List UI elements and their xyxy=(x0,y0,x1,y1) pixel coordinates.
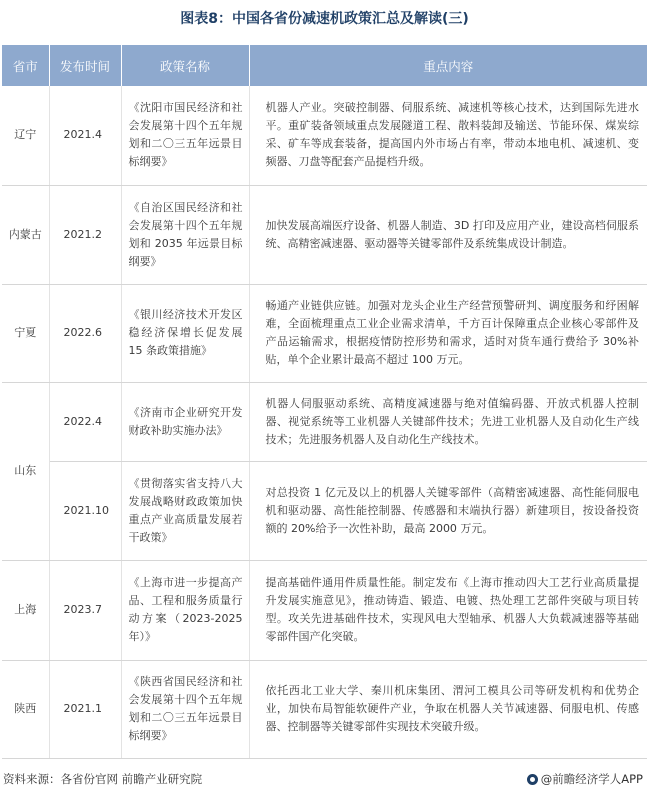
date-cell: 2022.4 xyxy=(49,382,121,461)
province-label: 辽宁 xyxy=(14,128,37,142)
table-row xyxy=(2,560,647,660)
header-province: 省市 xyxy=(2,45,49,86)
brand-label: @前瞻经济学人APP xyxy=(540,772,643,786)
policy-cell: 《银川经济技术开发区稳经济保增长促发展 15 条政策措施》 xyxy=(121,284,249,382)
policy-cell: 《自治区国民经济和社会发展第十四个五年规划和 2035 年远景目标纲要》 xyxy=(121,185,249,284)
policy-cell: 《沈阳市国民经济和社会发展第十四个五年规划和二〇三五年远景目标纲要》 xyxy=(121,86,249,185)
date-cell: 2021.2 xyxy=(49,185,121,284)
page-title: 图表8：中国各省份减速机政策汇总及解读(三) xyxy=(180,11,469,27)
content-cell: 对总投资 1 亿元及以上的机器人关键零部件（高精密减速器、高性能伺服电机和驱动器、高性能控制器、传感器和末端执行器）新建项目，按设备投资额的 20%给予一次性补助，最高 2000 万元。 xyxy=(249,461,647,560)
province-cell xyxy=(2,86,49,185)
province-cell xyxy=(2,185,49,284)
date-cell: 2022.6 xyxy=(49,284,121,382)
content-cell: 机器人产业。突破控制器、伺服系统、减速机等核心技术，达到国际先进水平。重矿装备领域重点发展隧道工程、散料装卸及输送、节能环保、煤炭综采、矿车等成套装备，提高国内外市场占有率，带动本地电机、减速机、变频器、刀盘等配套产品提档升级。 xyxy=(249,86,647,185)
province-label: 宁夏 xyxy=(14,326,37,339)
province-cell xyxy=(2,660,49,758)
header-policy: 政策名称 xyxy=(121,45,249,86)
province-label: 上海 xyxy=(14,603,37,616)
content-cell: 提高基础件通用件质量性能。制定发布《上海市推动四大工艺行业高质量提升发展实施意见》，推动铸造、锻造、电镀、热处理工艺部件突破与项目转型。攻关先进基础件技术，实现风电大型轴承、机器人大负载减速器等基础零部件国产化突破。 xyxy=(249,560,647,660)
brand-credit xyxy=(527,771,643,787)
table-row xyxy=(2,660,647,758)
content-cell: 加快发展高端医疗设备、机器人制造、3D 打印及应用产业，建设高档伺服系统、高精密减速器、驱动器等关键零部件及系统集成设计制造。 xyxy=(249,185,647,284)
policy-cell: 《上海市进一步提高产品、工程和服务质量行动方案（2023-2025 年）》 xyxy=(121,560,249,660)
qianzhan-logo-icon xyxy=(527,774,538,785)
province-cell xyxy=(2,284,49,382)
table-row xyxy=(2,461,647,560)
province-label: 内蒙古 xyxy=(8,227,42,241)
policy-cell: 《贯彻落实省支持八大发展战略财政政策加快重点产业高质量发展若干政策》 xyxy=(121,461,249,560)
source-note: 资料来源：各省份官网 前瞻产业研究院 xyxy=(3,772,203,786)
province-cell xyxy=(2,560,49,660)
date-cell: 2021.1 xyxy=(49,660,121,758)
content-cell: 畅通产业链供应链。加强对龙头企业生产经营预警研判、调度服务和纾困解难，全面梳理重点工业企业需求清单，千方百计保障重点企业核心零部件及产品运输需求，根据疫情防控形势和需求，适时对货车通行费给予 30%补贴，单个企业累计最高不超过 100 万元。 xyxy=(249,284,647,382)
table-row xyxy=(2,185,647,284)
province-cell xyxy=(2,382,49,560)
header-content: 重点内容 xyxy=(249,45,647,86)
content-cell: 机器人伺服驱动系统、高精度减速器与绝对值编码器、开放式机器人控制器、视觉系统等工业机器人关键部件技术；先进工业机器人及自动化生产线技术；先进服务机器人及自动化生产线技术。 xyxy=(249,382,647,461)
header-date: 发布时间 xyxy=(49,45,121,86)
date-cell: 2021.10 xyxy=(49,461,121,560)
policy-cell: 《济南市企业研究开发财政补助实施办法》 xyxy=(121,382,249,461)
table-row xyxy=(2,284,647,382)
table-header-row xyxy=(2,45,647,86)
policy-table xyxy=(2,45,647,759)
table-row xyxy=(2,86,647,185)
date-cell: 2021.4 xyxy=(49,86,121,185)
table-row xyxy=(2,382,647,461)
content-cell: 依托西北工业大学、秦川机床集团、渭河工模具公司等研发机构和优势企业，加快布局智能软硬件产业，争取在机器人关节减速器、伺服电机、传感器、控制器等关键零部件实现技术突破升级。 xyxy=(249,660,647,758)
date-cell: 2023.7 xyxy=(49,560,121,660)
province-label: 陕西 xyxy=(14,702,37,715)
province-label: 山东 xyxy=(14,464,37,477)
policy-cell: 《陕西省国民经济和社会发展第十四个五年规划和二〇三五年远景目标纲要》 xyxy=(121,660,249,758)
